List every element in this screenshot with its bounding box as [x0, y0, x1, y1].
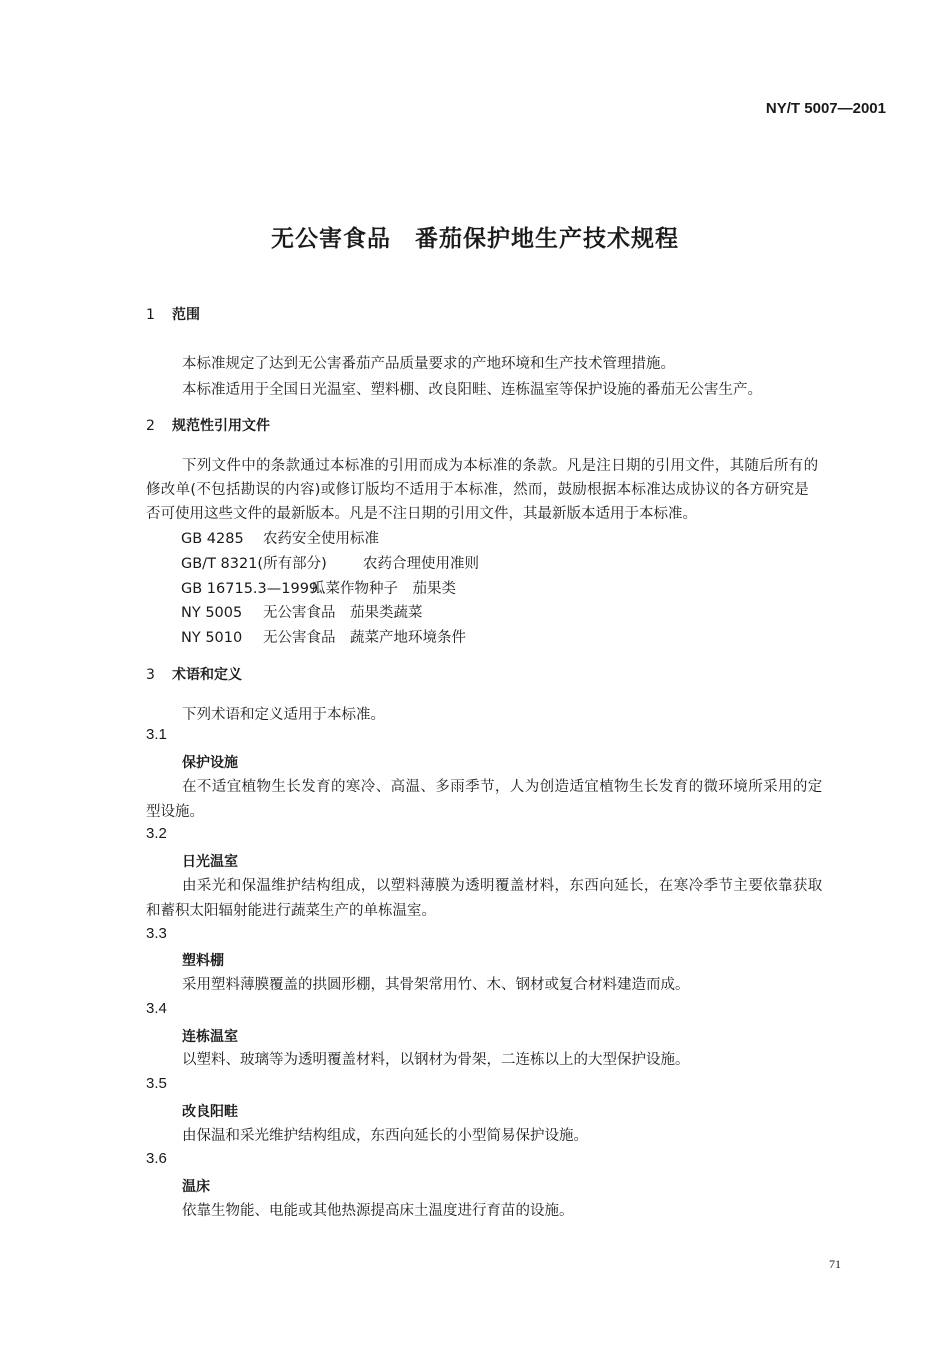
paragraph: 下列文件中的条款通过本标准的引用而成为本标准的条款。凡是注日期的引用文件，其随后所有的	[182, 458, 819, 474]
reference-item	[181, 626, 466, 647]
reference-item	[181, 577, 456, 598]
term-name: 保护设施	[182, 755, 238, 771]
term-name: 改良阳畦	[182, 1104, 238, 1120]
section-heading-3	[146, 664, 242, 684]
term-definition: 依靠生物能、电能或其他热源提高床土温度进行育苗的设施。	[182, 1203, 574, 1219]
section-heading-2	[146, 415, 270, 435]
term-name: 温床	[182, 1179, 210, 1195]
reference-code: NY 5010	[181, 630, 243, 646]
term-definition: 由采光和保温维护结构组成，以塑料薄膜为透明覆盖材料，东西向延长，在寒冷季节主要依靠获取	[182, 878, 823, 894]
reference-item	[181, 601, 423, 622]
reference-name: 农药合理使用准则	[363, 556, 479, 572]
reference-item	[181, 552, 479, 573]
term-definition: 和蓄积太阳辐射能进行蔬菜生产的单栋温室。	[146, 903, 436, 919]
term-definition: 在不适宜植物生长发育的寒冷、高温、多雨季节，人为创造适宜植物生长发育的微环境所采用的定	[182, 779, 823, 795]
reference-name: 无公害食品 茄果类蔬菜	[263, 605, 423, 621]
term-name: 日光温室	[182, 854, 238, 870]
term-definition: 采用塑料薄膜覆盖的拱圆形棚，其骨架常用竹、木、钢材或复合材料建造而成。	[182, 977, 690, 993]
section-title: 术语和定义	[172, 667, 242, 683]
paragraph: 本标准适用于全国日光温室、塑料棚、改良阳畦、连栋温室等保护设施的番茄无公害生产。	[182, 382, 762, 398]
term-definition: 由保温和采光维护结构组成，东西向延长的小型简易保护设施。	[182, 1128, 588, 1144]
standard-code: NY/T 5007—2001	[765, 100, 886, 117]
term-number: 3.3	[146, 925, 167, 942]
paragraph: 下列术语和定义适用于本标准。	[182, 707, 385, 723]
section-number: 2	[146, 418, 155, 434]
reference-item	[181, 527, 379, 548]
reference-name: 农药安全使用标准	[263, 531, 379, 547]
section-number: 1	[146, 307, 155, 323]
reference-code: GB/T 8321(所有部分)	[181, 556, 327, 572]
section-title: 范围	[172, 307, 200, 323]
term-number: 3.1	[146, 726, 167, 743]
term-number: 3.2	[146, 825, 167, 842]
reference-code: GB 16715.3—1999	[181, 581, 319, 597]
term-number: 3.4	[146, 1000, 167, 1017]
reference-name: 瓜菜作物种子 茄果类	[311, 581, 456, 597]
term-name: 连栋温室	[182, 1029, 238, 1045]
paragraph: 否可使用这些文件的最新版本。凡是不注日期的引用文件，其最新版本适用于本标准。	[146, 506, 697, 522]
term-definition: 以塑料、玻璃等为透明覆盖材料，以钢材为骨架，二连栋以上的大型保护设施。	[182, 1052, 690, 1068]
paragraph: 本标准规定了达到无公害番茄产品质量要求的产地环境和生产技术管理措施。	[182, 356, 675, 372]
term-number: 3.6	[146, 1150, 167, 1167]
term-name: 塑料棚	[182, 953, 224, 969]
reference-code: NY 5005	[181, 605, 243, 621]
section-number: 3	[146, 667, 155, 683]
term-number: 3.5	[146, 1075, 167, 1092]
section-heading-1	[146, 304, 200, 324]
paragraph: 修改单(不包括勘误的内容)或修订版均不适用于本标准，然而，鼓励根据本标准达成协议的各方研究是	[146, 482, 810, 498]
reference-code: GB 4285	[181, 531, 244, 547]
reference-name: 无公害食品 蔬菜产地环境条件	[263, 630, 466, 646]
term-definition: 型设施。	[146, 804, 204, 820]
section-title: 规范性引用文件	[172, 418, 270, 434]
document-title: 无公害食品 番茄保护地生产技术规程	[271, 226, 679, 252]
page-number: 71	[829, 1257, 841, 1271]
